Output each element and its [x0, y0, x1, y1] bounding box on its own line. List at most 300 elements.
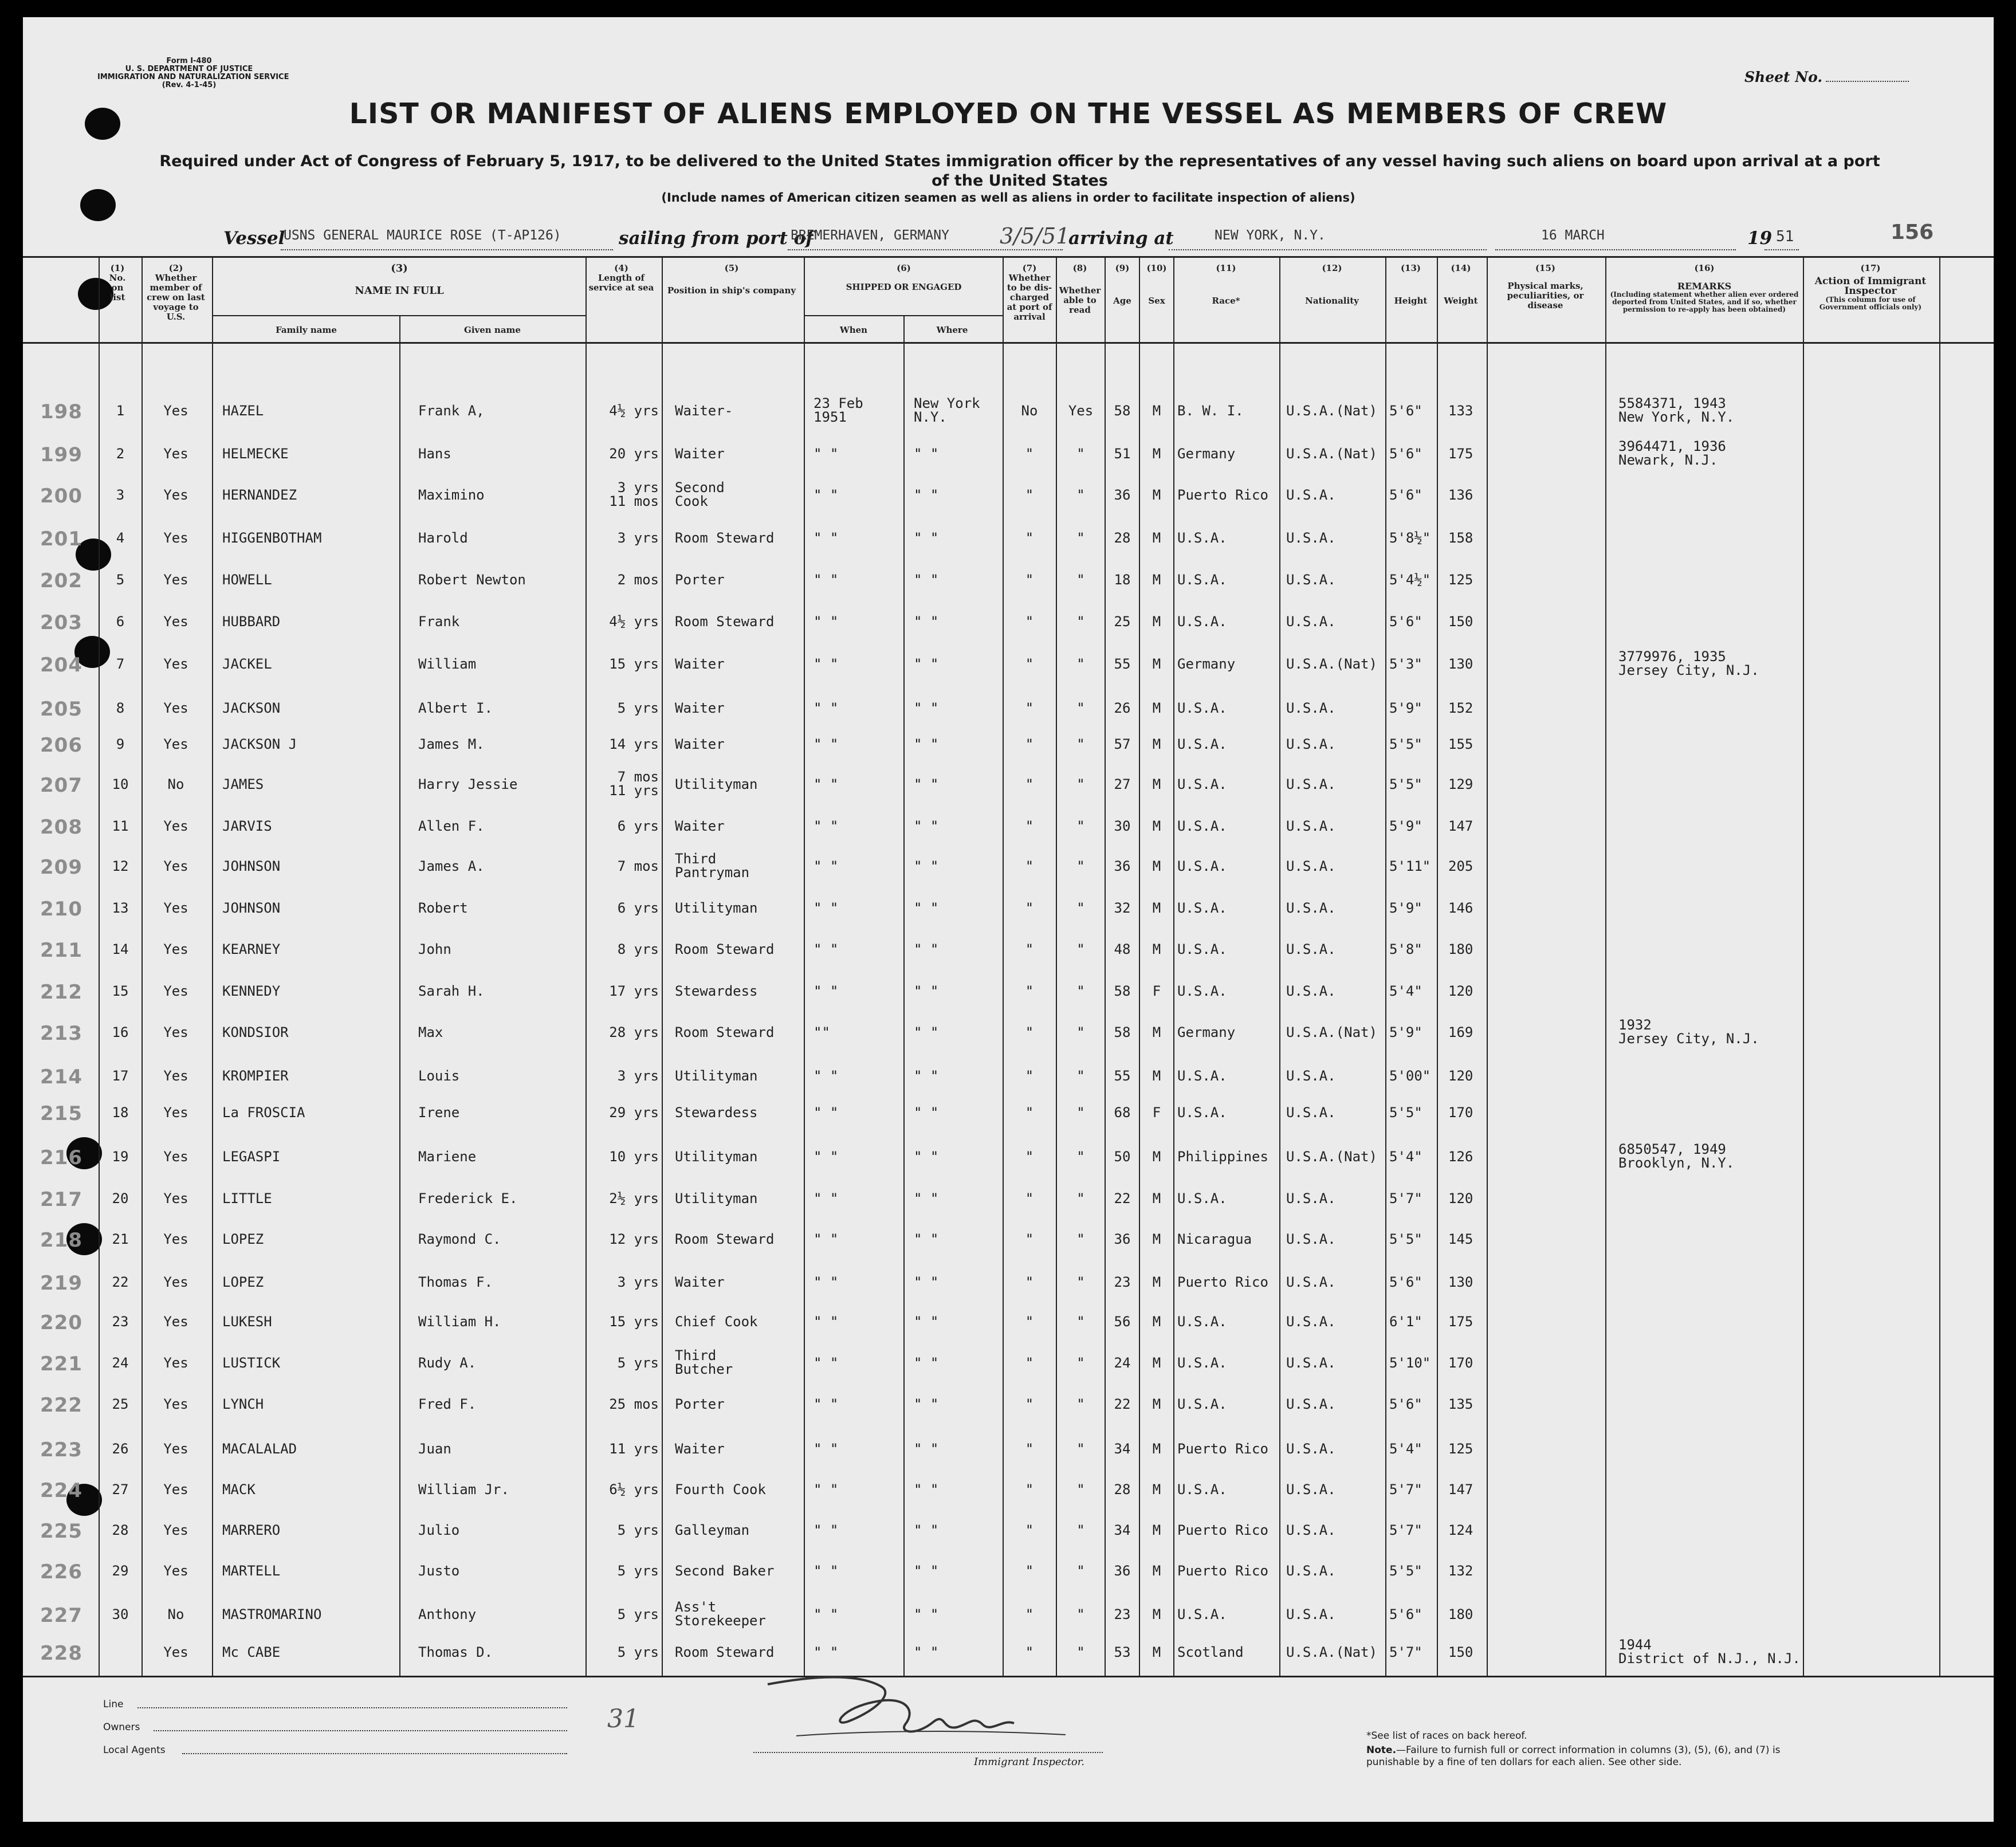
- row-index-number: 227: [40, 1604, 82, 1627]
- cell-race: U.S.A.: [1177, 818, 1227, 834]
- row-index-number: 220: [40, 1311, 82, 1334]
- cell-read: ": [1076, 1522, 1085, 1538]
- cell-service: 7 mos: [617, 858, 659, 874]
- row-index-number: 204: [40, 654, 82, 677]
- cell-race: U.S.A.: [1177, 941, 1227, 957]
- cell-sex: M: [1152, 572, 1161, 588]
- col15-header: (15) Physical marks, peculiarities, or disease: [1507, 263, 1584, 311]
- cell-where: " ": [914, 1441, 939, 1457]
- cell-position: Room Steward: [675, 530, 775, 546]
- owners-field[interactable]: [154, 1730, 567, 1731]
- cell-sex: M: [1152, 446, 1161, 462]
- port-to[interactable]: NEW YORK, N.Y.: [1215, 228, 1326, 243]
- cell-where: " ": [914, 776, 939, 792]
- cell-no: 12: [112, 858, 129, 874]
- cell-where: " ": [914, 1355, 939, 1371]
- cell-where: " ": [914, 656, 939, 672]
- cell-where: " ": [914, 1274, 939, 1290]
- cell-service: 6 yrs: [617, 900, 659, 916]
- cell-family: Mc CABE: [222, 1644, 281, 1660]
- cell-nat: U.S.A.: [1286, 1441, 1336, 1457]
- cell-age: 53: [1114, 1644, 1131, 1660]
- cell-given: Max: [418, 1024, 443, 1040]
- cell-service: 4½ yrs: [609, 403, 659, 419]
- cell-race: U.S.A.: [1177, 1481, 1227, 1498]
- cell-race: U.S.A.: [1177, 1105, 1227, 1121]
- cell-height: 5'4½": [1389, 572, 1431, 588]
- cell-age: 56: [1114, 1314, 1131, 1330]
- cell-family: MASTROMARINO: [222, 1606, 322, 1622]
- cell-prev: Yes: [163, 900, 188, 916]
- cell-nat: U.S.A.(Nat): [1286, 1644, 1377, 1660]
- line-field[interactable]: [137, 1707, 567, 1708]
- cell-height: 5'10": [1389, 1355, 1431, 1371]
- cell-where: " ": [914, 530, 939, 546]
- cell-weight: 124: [1448, 1522, 1473, 1538]
- cell-family: JOHNSON: [222, 900, 281, 916]
- cell-race: Puerto Rico: [1177, 487, 1268, 503]
- cell-height: 5'6": [1389, 1396, 1422, 1412]
- cell-no: 11: [112, 818, 129, 834]
- cell-service: 5 yrs: [617, 1606, 659, 1622]
- cell-where: " ": [914, 736, 939, 752]
- cell-sex: F: [1152, 1105, 1161, 1121]
- cell-height: 6'1": [1389, 1314, 1422, 1330]
- cell-race: Nicaragua: [1177, 1231, 1252, 1247]
- cell-prev: Yes: [163, 1149, 188, 1165]
- cell-age: 22: [1114, 1190, 1131, 1207]
- cell-prev: Yes: [163, 1563, 188, 1579]
- cell-position: Room Steward: [675, 614, 775, 630]
- cell-sex: M: [1152, 1149, 1161, 1165]
- cell-height: 5'8": [1389, 941, 1422, 957]
- row-index-number: 199: [40, 443, 82, 466]
- cell-when: " ": [814, 487, 839, 503]
- cell-given: William: [418, 656, 477, 672]
- cell-age: 48: [1114, 941, 1131, 957]
- cell-nat: U.S.A.: [1286, 983, 1336, 999]
- cell-height: 5'7": [1389, 1522, 1422, 1538]
- cell-given: Frank A,: [418, 403, 485, 419]
- cell-when: " ": [814, 1441, 839, 1457]
- cell-when: " ": [814, 1274, 839, 1290]
- cell-position: Room Steward: [675, 1231, 775, 1247]
- cell-no: 23: [112, 1314, 129, 1330]
- cell-nat: U.S.A.(Nat): [1286, 656, 1377, 672]
- cell-prev: Yes: [163, 1441, 188, 1457]
- cell-nat: U.S.A.: [1286, 572, 1336, 588]
- cell-service: 5 yrs: [617, 1355, 659, 1371]
- cell-family: HIGGENBOTHAM: [222, 530, 322, 546]
- cell-disch: ": [1025, 700, 1034, 716]
- col17-header: (17) Action of Immigrant Inspector (This column for use of Government officials only): [1814, 263, 1927, 311]
- cell-height: 5'11": [1389, 858, 1431, 874]
- cell-weight: 120: [1448, 1190, 1473, 1207]
- cell-given: Sarah H.: [418, 983, 485, 999]
- cell-prev: Yes: [163, 1190, 188, 1207]
- cell-no: 9: [116, 736, 125, 752]
- cell-given: John: [418, 941, 451, 957]
- cell-weight: 150: [1448, 614, 1473, 630]
- cell-weight: 132: [1448, 1563, 1473, 1579]
- cell-where: " ": [914, 818, 939, 834]
- cell-no: 2: [116, 446, 125, 462]
- row-index-number: 202: [40, 569, 82, 592]
- cell-disch: ": [1025, 530, 1034, 546]
- cell-given: Mariene: [418, 1149, 477, 1165]
- cell-given: Justo: [418, 1563, 460, 1579]
- cell-age: 50: [1114, 1149, 1131, 1165]
- cell-sex: M: [1152, 776, 1161, 792]
- cell-weight: 170: [1448, 1355, 1473, 1371]
- cell-sex: M: [1152, 858, 1161, 874]
- cell-disch: ": [1025, 1024, 1034, 1040]
- cell-given: Robert: [418, 900, 468, 916]
- cell-family: LEGASPI: [222, 1149, 281, 1165]
- cell-nat: U.S.A.: [1286, 736, 1336, 752]
- col6-where-header: Where: [936, 325, 968, 335]
- cell-no: 4: [116, 530, 125, 546]
- cell-read: ": [1076, 656, 1085, 672]
- cell-given: William H.: [418, 1314, 501, 1330]
- cell-read: Yes: [1068, 403, 1094, 419]
- cell-service: 5 yrs: [617, 1522, 659, 1538]
- cell-prev: No: [167, 776, 184, 792]
- cell-no: 25: [112, 1396, 129, 1412]
- row-index-number: 209: [40, 856, 82, 879]
- local-agents-field[interactable]: [182, 1753, 567, 1754]
- cell-position: Porter: [675, 1396, 725, 1412]
- cell-nat: U.S.A.: [1286, 614, 1336, 630]
- cell-nat: U.S.A.(Nat): [1286, 1149, 1377, 1165]
- cell-disch: ": [1025, 487, 1034, 503]
- cell-disch: ": [1025, 1105, 1034, 1121]
- cell-prev: Yes: [163, 1355, 188, 1371]
- cell-disch: ": [1025, 614, 1034, 630]
- cell-position: Waiter: [675, 736, 725, 752]
- cell-no: 21: [112, 1231, 129, 1247]
- cell-nat: U.S.A.: [1286, 700, 1336, 716]
- form-info: [97, 57, 289, 89]
- page-stamp: 156: [1891, 221, 1934, 244]
- cell-service: 10 yrs: [609, 1149, 659, 1165]
- cell-height: 5'4": [1389, 1149, 1422, 1165]
- cell-when: " ": [814, 572, 839, 588]
- cell-race: U.S.A.: [1177, 1355, 1227, 1371]
- cell-height: 5'5": [1389, 736, 1422, 752]
- cell-height: 5'9": [1389, 1024, 1422, 1040]
- cell-race: U.S.A.: [1177, 1606, 1227, 1622]
- cell-prev: Yes: [163, 941, 188, 957]
- cell-when: " ": [814, 818, 839, 834]
- cell-age: 34: [1114, 1522, 1131, 1538]
- cell-prev: Yes: [163, 700, 188, 716]
- cell-age: 25: [1114, 614, 1131, 630]
- cell-read: ": [1076, 1149, 1085, 1165]
- form-number: Form I-480: [166, 57, 212, 65]
- cell-prev: Yes: [163, 818, 188, 834]
- cell-position: Waiter: [675, 1274, 725, 1290]
- cell-race: Germany: [1177, 656, 1236, 672]
- cell-when: " ": [814, 1522, 839, 1538]
- row-index-number: 208: [40, 816, 82, 839]
- cell-weight: 180: [1448, 941, 1473, 957]
- cell-weight: 135: [1448, 1396, 1473, 1412]
- cell-race: B. W. I.: [1177, 403, 1244, 419]
- cell-where: " ": [914, 1481, 939, 1498]
- cell-height: 5'7": [1389, 1481, 1422, 1498]
- cell-sex: M: [1152, 1314, 1161, 1330]
- cell-prev: Yes: [163, 736, 188, 752]
- col2-header: (2) Whether member of crew on last voyage to U.S.: [147, 263, 205, 322]
- cell-sex: M: [1152, 530, 1161, 546]
- cell-race: U.S.A.: [1177, 858, 1227, 874]
- cell-disch: ": [1025, 1149, 1034, 1165]
- row-index-number: 215: [40, 1102, 82, 1125]
- cell-sex: M: [1152, 1563, 1161, 1579]
- col4-header: (4) Length of service at sea: [588, 263, 654, 293]
- cell-disch: No: [1021, 403, 1038, 419]
- cell-height: 5'4": [1389, 1441, 1422, 1457]
- cell-where: " ": [914, 1314, 939, 1330]
- sail-date[interactable]: 3/5/51: [1000, 223, 1070, 249]
- cell-age: 36: [1114, 1563, 1131, 1579]
- cell-nat: U.S.A.: [1286, 1606, 1336, 1622]
- row-index-number: 205: [40, 698, 82, 721]
- inspector-label: Immigrant Inspector.: [974, 1756, 1085, 1768]
- form-service: IMMIGRATION AND NATURALIZATION SERVICE: [97, 73, 289, 81]
- count-mark: 31: [607, 1704, 639, 1734]
- cell-sex: M: [1152, 736, 1161, 752]
- cell-given: Harold: [418, 530, 468, 546]
- cell-disch: ": [1025, 1606, 1034, 1622]
- row-index-number: 221: [40, 1353, 82, 1376]
- cell-remarks: 3779976, 1935 Jersey City, N.J.: [1618, 649, 1759, 679]
- cell-position: Utilityman: [675, 900, 758, 916]
- arriving-label: arriving at: [1068, 228, 1174, 249]
- cell-given: Thomas F.: [418, 1274, 493, 1290]
- cell-weight: 125: [1448, 1441, 1473, 1457]
- row-index-number: 213: [40, 1022, 82, 1045]
- cell-disch: ": [1025, 1355, 1034, 1371]
- cell-height: 5'9": [1389, 700, 1422, 716]
- cell-service: 8 yrs: [617, 941, 659, 957]
- cell-age: 22: [1114, 1396, 1131, 1412]
- cell-family: HOWELL: [222, 572, 272, 588]
- cell-read: ": [1076, 776, 1085, 792]
- inspector-signature: [745, 1661, 1077, 1759]
- cell-when: " ": [814, 1563, 839, 1579]
- cell-position: Waiter: [675, 1441, 725, 1457]
- line-label: Line: [103, 1699, 124, 1710]
- cell-race: U.S.A.: [1177, 572, 1227, 588]
- cell-sex: M: [1152, 1481, 1161, 1498]
- cell-age: 58: [1114, 983, 1131, 999]
- cell-service: 4½ yrs: [609, 614, 659, 630]
- local-agents-label: Local Agents: [103, 1744, 166, 1756]
- cell-weight: 126: [1448, 1149, 1473, 1165]
- cell-prev: Yes: [163, 530, 188, 546]
- cell-nat: U.S.A.: [1286, 776, 1336, 792]
- row-index-number: 203: [40, 611, 82, 634]
- cell-weight: 155: [1448, 736, 1473, 752]
- cell-age: 57: [1114, 736, 1131, 752]
- cell-disch: ": [1025, 1190, 1034, 1207]
- cell-family: HUBBARD: [222, 614, 281, 630]
- arrive-day[interactable]: 16 MARCH: [1541, 228, 1605, 243]
- row-index-number: 225: [40, 1520, 82, 1543]
- cell-where: " ": [914, 1563, 939, 1579]
- cell-sex: M: [1152, 900, 1161, 916]
- row-index-number: 211: [40, 939, 82, 962]
- cell-disch: ": [1025, 1563, 1034, 1579]
- cell-read: ": [1076, 1644, 1085, 1660]
- cell-remarks: 6850547, 1949 Brooklyn, N.Y.: [1618, 1141, 1735, 1172]
- cell-family: MARTELL: [222, 1563, 281, 1579]
- cell-prev: Yes: [163, 1396, 188, 1412]
- cell-race: U.S.A.: [1177, 614, 1227, 630]
- cell-nat: U.S.A.: [1286, 1396, 1336, 1412]
- cell-read: ": [1076, 941, 1085, 957]
- cell-family: LOPEZ: [222, 1274, 264, 1290]
- cell-height: 5'6": [1389, 403, 1422, 419]
- cell-no: 7: [116, 656, 125, 672]
- cell-no: 18: [112, 1105, 129, 1121]
- row-index-number: 210: [40, 898, 82, 921]
- col3-header: (3) NAME IN FULL: [355, 262, 444, 297]
- cell-sex: M: [1152, 487, 1161, 503]
- cell-disch: ": [1025, 818, 1034, 834]
- row-index-number: 198: [40, 400, 82, 423]
- cell-height: 5'5": [1389, 1231, 1422, 1247]
- cell-weight: 146: [1448, 900, 1473, 916]
- cell-family: HELMECKE: [222, 446, 289, 462]
- cell-service: 15 yrs: [609, 656, 659, 672]
- cell-height: 5'9": [1389, 900, 1422, 916]
- cell-height: 5'7": [1389, 1644, 1422, 1660]
- cell-read: ": [1076, 614, 1085, 630]
- cell-where: " ": [914, 487, 939, 503]
- row-index-number: 216: [40, 1146, 82, 1169]
- cell-no: 27: [112, 1481, 129, 1498]
- cell-age: 27: [1114, 776, 1131, 792]
- cell-height: 5'3": [1389, 656, 1422, 672]
- cell-height: 5'7": [1389, 1190, 1422, 1207]
- cell-position: Fourth Cook: [675, 1481, 766, 1498]
- cell-prev: Yes: [163, 1105, 188, 1121]
- cell-when: " ": [814, 656, 839, 672]
- cell-family: LUKESH: [222, 1314, 272, 1330]
- cell-position: Waiter: [675, 700, 725, 716]
- cell-position: Second Baker: [675, 1563, 775, 1579]
- cell-read: ": [1076, 446, 1085, 462]
- cell-age: 23: [1114, 1606, 1131, 1622]
- sheet-number-label: Sheet No.: [1744, 69, 1823, 85]
- vessel-name[interactable]: USNS GENERAL MAURICE ROSE (T-AP126): [284, 228, 561, 243]
- sheet-number-field[interactable]: [1744, 69, 1909, 85]
- cell-given: Allen F.: [418, 818, 485, 834]
- row-index-number: 206: [40, 734, 82, 757]
- cell-age: 68: [1114, 1105, 1131, 1121]
- cell-family: LOPEZ: [222, 1231, 264, 1247]
- cell-prev: Yes: [163, 1068, 188, 1084]
- cell-disch: ": [1025, 900, 1034, 916]
- cell-no: 29: [112, 1563, 129, 1579]
- cell-sex: M: [1152, 1231, 1161, 1247]
- cell-read: ": [1076, 487, 1085, 503]
- cell-no: 8: [116, 700, 125, 716]
- cell-where: New York N.Y.: [914, 395, 980, 426]
- year-prefix: 19: [1747, 228, 1773, 249]
- cell-race: U.S.A.: [1177, 530, 1227, 546]
- col6-when-header: When: [839, 325, 868, 335]
- cell-service: 14 yrs: [609, 736, 659, 752]
- cell-position: Third Pantryman: [675, 851, 750, 881]
- cell-height: 5'4": [1389, 983, 1422, 999]
- year-suffix[interactable]: 51: [1776, 228, 1794, 245]
- cell-race: Puerto Rico: [1177, 1563, 1268, 1579]
- cell-weight: 130: [1448, 656, 1473, 672]
- cell-no: 3: [116, 487, 125, 503]
- cell-height: 5'6": [1389, 446, 1422, 462]
- cell-race: U.S.A.: [1177, 1314, 1227, 1330]
- cell-disch: ": [1025, 446, 1034, 462]
- cell-weight: 147: [1448, 818, 1473, 834]
- cell-read: ": [1076, 1441, 1085, 1457]
- inspector-signature-line[interactable]: [753, 1752, 1103, 1753]
- cell-sex: M: [1152, 1274, 1161, 1290]
- cell-given: Harry Jessie: [418, 776, 518, 792]
- cell-when: " ": [814, 858, 839, 874]
- cell-where: " ": [914, 1231, 939, 1247]
- cell-height: 5'6": [1389, 487, 1422, 503]
- cell-position: Utilityman: [675, 1068, 758, 1084]
- cell-sex: M: [1152, 1396, 1161, 1412]
- cell-read: ": [1076, 900, 1085, 916]
- port-from[interactable]: BREMERHAVEN, GERMANY: [791, 228, 949, 243]
- cell-given: Robert Newton: [418, 572, 526, 588]
- cell-prev: Yes: [163, 983, 188, 999]
- row-index-number: 219: [40, 1272, 82, 1295]
- cell-no: 26: [112, 1441, 129, 1457]
- form-revision: (Rev. 4-1-45): [162, 81, 217, 89]
- cell-race: U.S.A.: [1177, 1068, 1227, 1084]
- cell-height: 5'5": [1389, 776, 1422, 792]
- cell-when: " ": [814, 776, 839, 792]
- cell-family: KEARNEY: [222, 941, 281, 957]
- cell-service: 3 yrs: [617, 530, 659, 546]
- cell-sex: M: [1152, 403, 1161, 419]
- cell-disch: ": [1025, 1068, 1034, 1084]
- cell-sex: M: [1152, 700, 1161, 716]
- cell-age: 18: [1114, 572, 1131, 588]
- cell-weight: 150: [1448, 1644, 1473, 1660]
- cell-age: 36: [1114, 1231, 1131, 1247]
- cell-family: JACKSON: [222, 700, 281, 716]
- form-department: U. S. DEPARTMENT OF JUSTICE: [125, 65, 253, 73]
- cell-service: 3 yrs: [617, 1068, 659, 1084]
- cell-prev: Yes: [163, 487, 188, 503]
- cell-no: 22: [112, 1274, 129, 1290]
- cell-service: 5 yrs: [617, 1644, 659, 1660]
- cell-disch: ": [1025, 1314, 1034, 1330]
- owners-label: Owners: [103, 1722, 140, 1733]
- cell-position: Chief Cook: [675, 1314, 758, 1330]
- cell-age: 34: [1114, 1441, 1131, 1457]
- cell-where: " ": [914, 1149, 939, 1165]
- cell-where: " ": [914, 1522, 939, 1538]
- cell-service: 17 yrs: [609, 983, 659, 999]
